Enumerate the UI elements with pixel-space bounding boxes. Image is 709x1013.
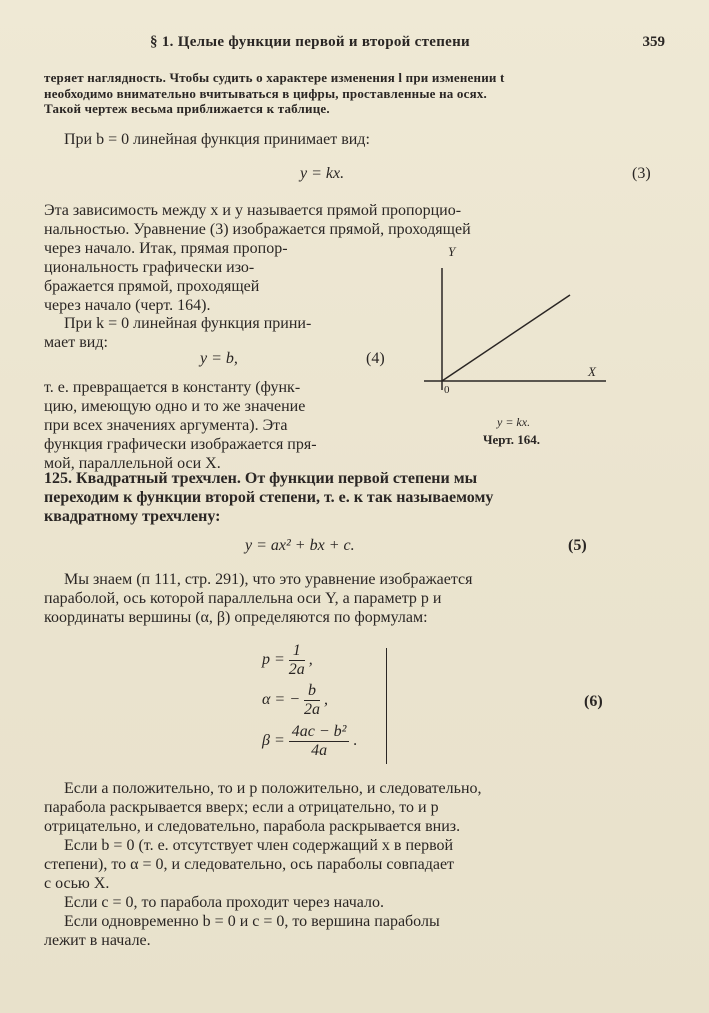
text-line: степени), то α = 0, и следовательно, ось параболы совпадает <box>44 856 455 873</box>
text-line: т. е. превращается в константу (функ- <box>44 379 301 396</box>
formula-p: p = $\frac{1}{2a}$ , <box>262 642 313 678</box>
equation-number-5: (5) <box>568 537 587 554</box>
text-line: лежит в начале. <box>44 932 151 949</box>
formula-beta: β = $\frac{\text{4ac − b²}}{4a}$ . <box>262 723 358 759</box>
text-line: с осью X. <box>44 875 110 892</box>
text-line: циональность графически изо- <box>44 259 255 276</box>
figure-axis-x-label: X <box>588 364 596 379</box>
text-line: нальностью. Уравнение (3) изображается прямой, проходящей <box>44 221 471 238</box>
formula-3: y = kx. <box>300 165 345 182</box>
conclusions-paragraph <box>44 779 694 950</box>
k-zero-line: мает вид: <box>44 334 108 351</box>
text-line: переходим к функции второй степени, т. е. к так называемому <box>44 489 494 506</box>
equation-number-4: (4) <box>366 350 385 367</box>
b-zero-text: При b = 0 линейная функция принимает вид: <box>64 131 370 148</box>
text-line: 125. Квадратный трехчлен. От функции первой степени мы <box>44 470 478 487</box>
figure-caption: Черт. 164. <box>483 432 541 447</box>
text-line: Мы знаем (п 111, стр. 291), что это уравнение изображается <box>64 571 473 588</box>
constant-paragraph <box>44 378 424 473</box>
text-line: квадратному трехчлену: <box>44 508 221 525</box>
text-line: через начало. Итак, прямая пропор- <box>44 240 288 257</box>
text-line: через начало (черт. 164). <box>44 297 211 314</box>
text-line: мой, параллельной оси X. <box>44 455 221 472</box>
intro-line: Такой чертеж весьма приближается к таблице. <box>44 101 330 116</box>
parabola-paragraph <box>44 570 694 627</box>
text-line: параболой, ось которой параллельна оси Y, а параметр p и <box>44 590 442 607</box>
k-zero-line: При k = 0 линейная функция прини- <box>64 315 312 332</box>
figure-origin-label: 0 <box>444 384 450 396</box>
intro-paragraph <box>44 70 674 117</box>
text-line: бражается прямой, проходящей <box>44 278 260 295</box>
text-line: парабола раскрывается вверх; если a отрицательно, то и p <box>44 799 439 816</box>
running-header: § 1. Целые функции первой и второй степени <box>150 34 471 50</box>
intro-line: необходимо внимательно вчитываться в цифры, проставленные на осях. <box>44 85 487 101</box>
text-line: Если b = 0 (т. е. отсутствует член содержащий x в первой <box>64 837 454 854</box>
figure-axis-y-label: Y <box>448 244 456 259</box>
text-line: Если a положительно, то и p положительно, и следовательно, <box>64 780 482 797</box>
figure-caption-formula: y = kx. <box>497 415 531 429</box>
section-125 <box>44 469 694 526</box>
figure-164 <box>420 240 620 440</box>
text-line: Если одновременно b = 0 и c = 0, то вершина параболы <box>64 913 440 930</box>
text-line: при всех значениях аргумента). Эта <box>44 417 288 434</box>
formula-brace <box>386 648 387 764</box>
text-line: функция графически изображается пря- <box>44 436 317 453</box>
equation-number-3: (3) <box>632 165 651 182</box>
formula-5: y = ax² + bx + c. <box>245 537 355 554</box>
text-line: координаты вершины (α, β) определяются по формулам: <box>44 609 428 626</box>
intro-line: теряет наглядность. Чтобы судить о характере изменения l при изменении t <box>44 70 505 85</box>
page-number: 359 <box>642 34 665 50</box>
text-line: отрицательно, и следовательно, парабола раскрывается вниз. <box>44 818 461 835</box>
line-y-kx <box>442 295 570 381</box>
formula-alpha: α = − $\frac{b}{2a}$ , <box>262 682 328 718</box>
text-line: цию, имеющую одно и то же значение <box>44 398 306 415</box>
text-line: Если c = 0, то парабола проходит через начало. <box>64 894 384 911</box>
text-line: Эта зависимость между x и y называется прямой пропорцио- <box>44 202 462 219</box>
equation-number-6: (6) <box>584 693 603 710</box>
formula-4: y = b, <box>200 350 238 367</box>
